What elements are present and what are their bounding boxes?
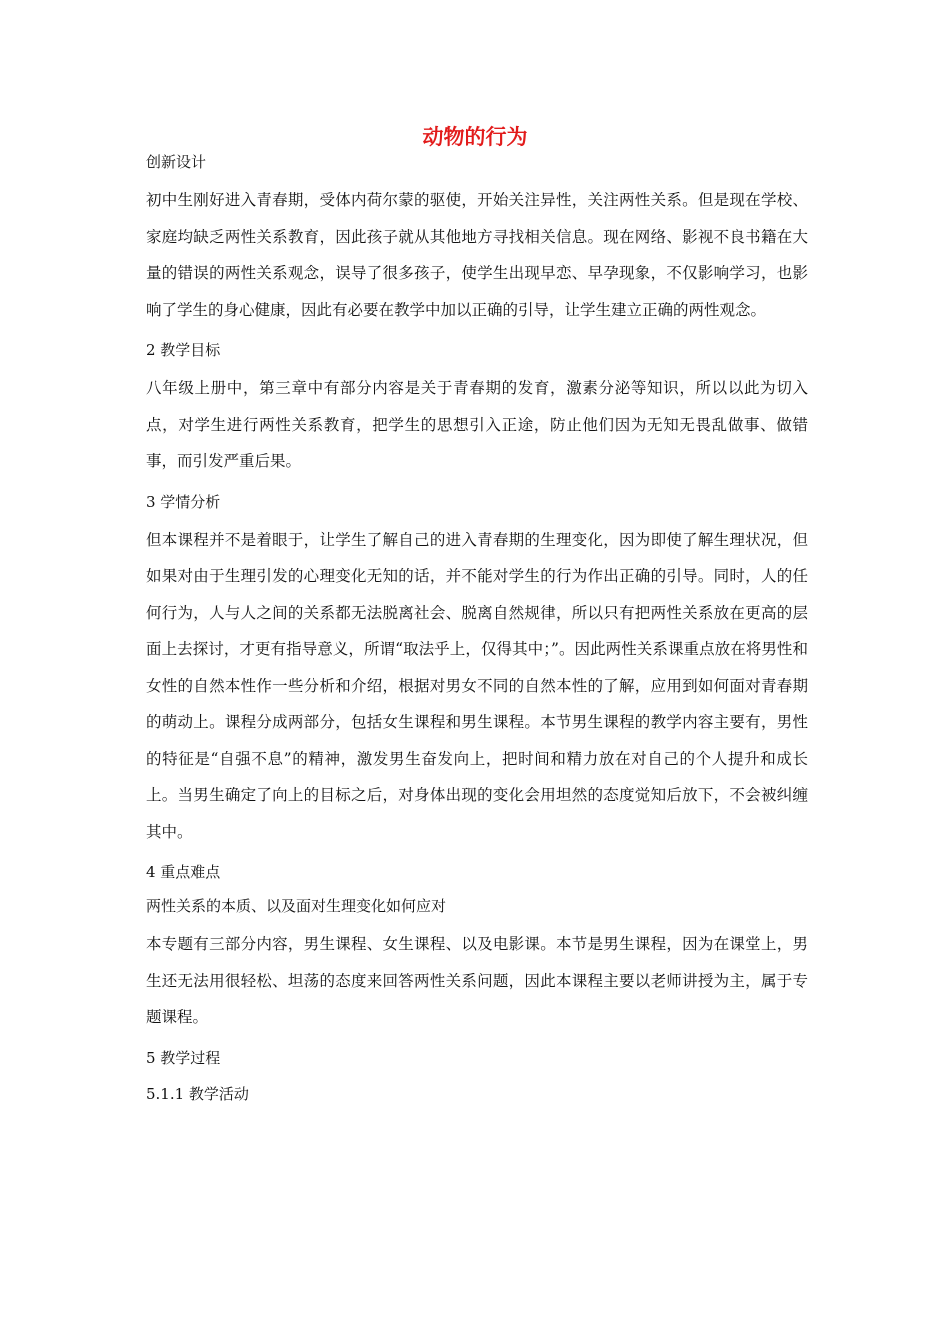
sub-heading-teaching-activity: 5.1.1 教学活动 (146, 1084, 249, 1103)
section-heading-innovation: 创新设计 (146, 153, 207, 171)
paragraph-innovation: 初中生刚好进入青春期，受体内荷尔蒙的驱使，开始关注异性，关注两性关系。但是现在学校、家庭均缺乏两性关系教育，因此孩子就从其他地方寻找相关信息。现在网络、影视不良书籍在大量的错误的两性关系观念，误导了很多孩子，使学生出现早恋、早孕现象，不仅影响学习，也影响了学生的身心健康，因此有必要在教学中加以正确的引导，让学生建立正确的两性观念。 (146, 191, 808, 319)
section-heading-key-points: 4 重点难点 (146, 863, 221, 881)
paragraph-analysis: 但本课程并不是着眼于，让学生了解自己的进入青春期的生理变化，因为即使了解生理状况，但如果对由于生理引发的心理变化无知的话，并不能对学生的行为作出正确的引导。同时，人的任何行为，人与人之间的关系都无法脱离社会、脱离自然规律，所以只有把两性关系放在更高的层面上去探讨，才更有指导意义，所谓“取法乎上，仅得其中；”。因此两性关系课重点放在将男性和女性的自然本性作一些分析和介绍，根据对男女不同的自然本性的了解，应用到如何面对青春期的萌动上。课程分成两部分，包括女生课程和男生课程。本节男生课程的教学内容主要有，男性的特征是“自强不息”的精神，激发男生奋发向上，把时间和精力放在对自己的个人提升和成长上。当男生确定了向上的目标之后，对身体出现的变化会用坦然的态度觉知后放下，不会被纠缠其中。 (146, 530, 808, 841)
section-heading-analysis: 3 学情分析 (146, 492, 221, 511)
key-points-line: 两性关系的本质、以及面对生理变化如何应对 (146, 897, 447, 915)
document-title: 动物的行为 (422, 125, 528, 149)
document-body (146, 148, 808, 1108)
paragraph-goals: 八年级上册中，第三章中有部分内容是关于青春期的发育，激素分泌等知识，所以以此为切入点，对学生进行两性关系教育，把学生的思想引入正途，防止他们因为无知无畏乱做事、做错事，而引发严重后果。 (146, 379, 808, 470)
section-heading-goals: 2 教学目标 (146, 341, 221, 359)
paragraph-key-points: 本专题有三部分内容，男生课程、女生课程、以及电影课。本节是男生课程，因为在课堂上，男生还无法用很轻松、坦荡的态度来回答两性关系问题，因此本课程主要以老师讲授为主，属于专题课程。 (146, 935, 808, 1026)
section-heading-process: 5 教学过程 (146, 1048, 221, 1067)
